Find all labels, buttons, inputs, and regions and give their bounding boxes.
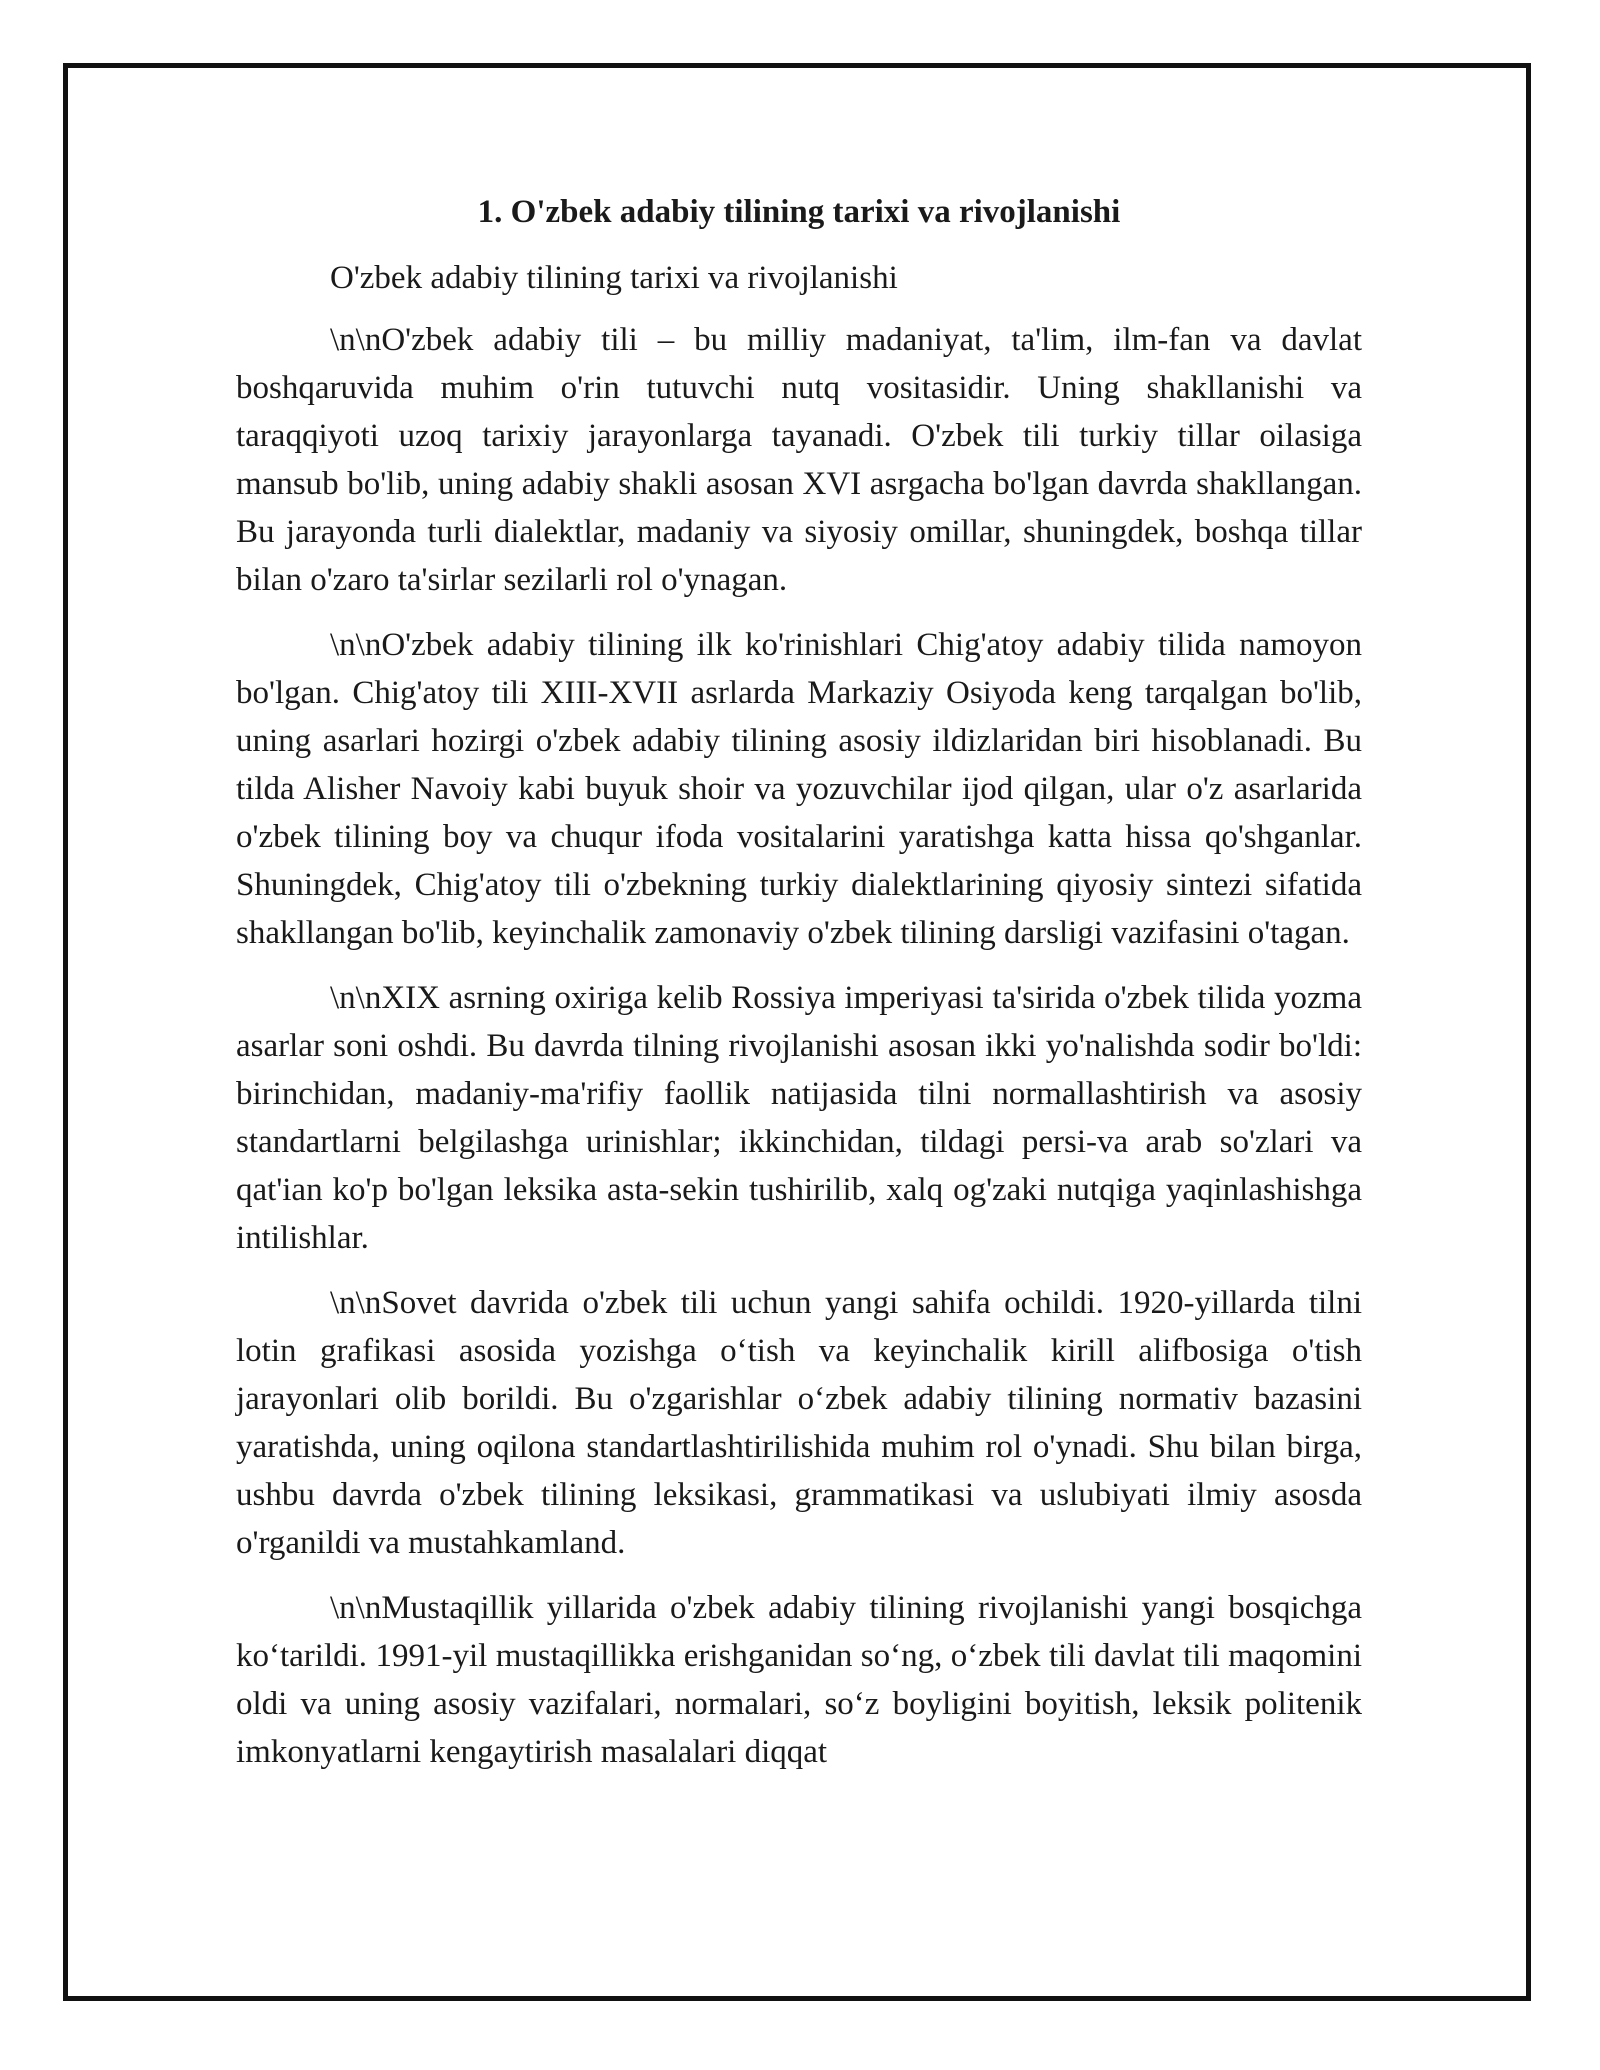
paragraph-1: \n\nO'zbek adabiy tili – bu milliy madaniyat, ta'lim, ilm-fan va davlat boshqaruvida muhim o'rin tutuvchi nutq vositasidir. Uning shakllanishi va taraqqiyoti uzoq tarixiy jarayonlarga tayanadi. O'zbek tili turkiy tillar oilasiga mansub bo'lib, uning adabiy shakli asosan XVI asrgacha bo'lgan davrda shakllangan. Bu jarayonda turli dialektlar, madaniy va siyosiy omillar, shuningdek, boshqa tillar bilan o'zaro ta'sirlar sezilarli rol o'ynagan. [236,322,1362,598]
document-body [236,188,1362,1793]
paragraph-2: \n\nO'zbek adabiy tilining ilk ko'rinishlari Chig'atoy adabiy tilida namoyon bo'lgan. Chig'atoy tili XIII-XVII asrlarda Markaziy Osiyoda keng tarqalgan bo'lib, uning asarlari hozirgi o'zbek adabiy tilining asosiy ildizlaridan biri hisoblanadi. Bu tilda Alisher Navoiy kabi buyuk shoir va yozuvchilar ijod qilgan, ular o'z asarlarida o'zbek tilining boy va chuqur ifoda vositalarini yaratishga katta hissa qo'shganlar. Shuningdek, Chig'atoy tili o'zbekning turkiy dialektlarining qiyosiy sintezi sifatida shakllangan bo'lib, keyinchalik zamonaviy o'zbek tilining darsligi vazifasini o'tagan. [236,627,1362,951]
document-subtitle: O'zbek adabiy tilining tarixi va rivojlanishi [330,260,898,296]
paragraph-5: \n\nMustaqillik yillarida o'zbek adabiy tilining rivojlanishi yangi bosqichga ko‘tarildi. 1991-yil mustaqillikka erishganidan so‘ng, o‘zbek tili davlat tili maqomini oldi va uning asosiy vazifalari, normalari, so‘z boyligini boyitish, leksik politenik imkonyatlarni kengaytirish masalalari diqqat [236,1590,1362,1770]
document-title: 1. O'zbek adabiy tilining tarixi va rivojlanishi [477,194,1121,230]
paragraph-3: \n\nXIX asrning oxiriga kelib Rossiya imperiyasi ta'sirida o'zbek tilida yozma asarlar soni oshdi. Bu davrda tilning rivojlanishi asosan ikki yo'nalishda sodir bo'ldi: birinchidan, madaniy-ma'rifiy faollik natijasida tilni normallashtirish va asosiy standartlarni belgilashga urinishlar; ikkinchidan, tildagi persi-va arab so'zlari va qat'ian ko'p bo'lgan leksika asta-sekin tushirilib, xalq og'zaki nutqiga yaqinlashishga intilishlar. [236,980,1362,1256]
paragraph-4: \n\nSovet davrida o'zbek tili uchun yangi sahifa ochildi. 1920-yillarda tilni lotin grafikasi asosida yozishga o‘tish va keyinchalik kirill alifbosiga o'tish jarayonlari olib borildi. Bu o'zgarishlar o‘zbek adabiy tilining normativ bazasini yaratishda, uning oqilona standartlashtirilishida muhim rol o'ynadi. Shu bilan birga, ushbu davrda o'zbek tilining leksikasi, grammatikasi va uslubiyati ilmiy asosda o'rganildi va mustahkamland. [236,1285,1362,1561]
